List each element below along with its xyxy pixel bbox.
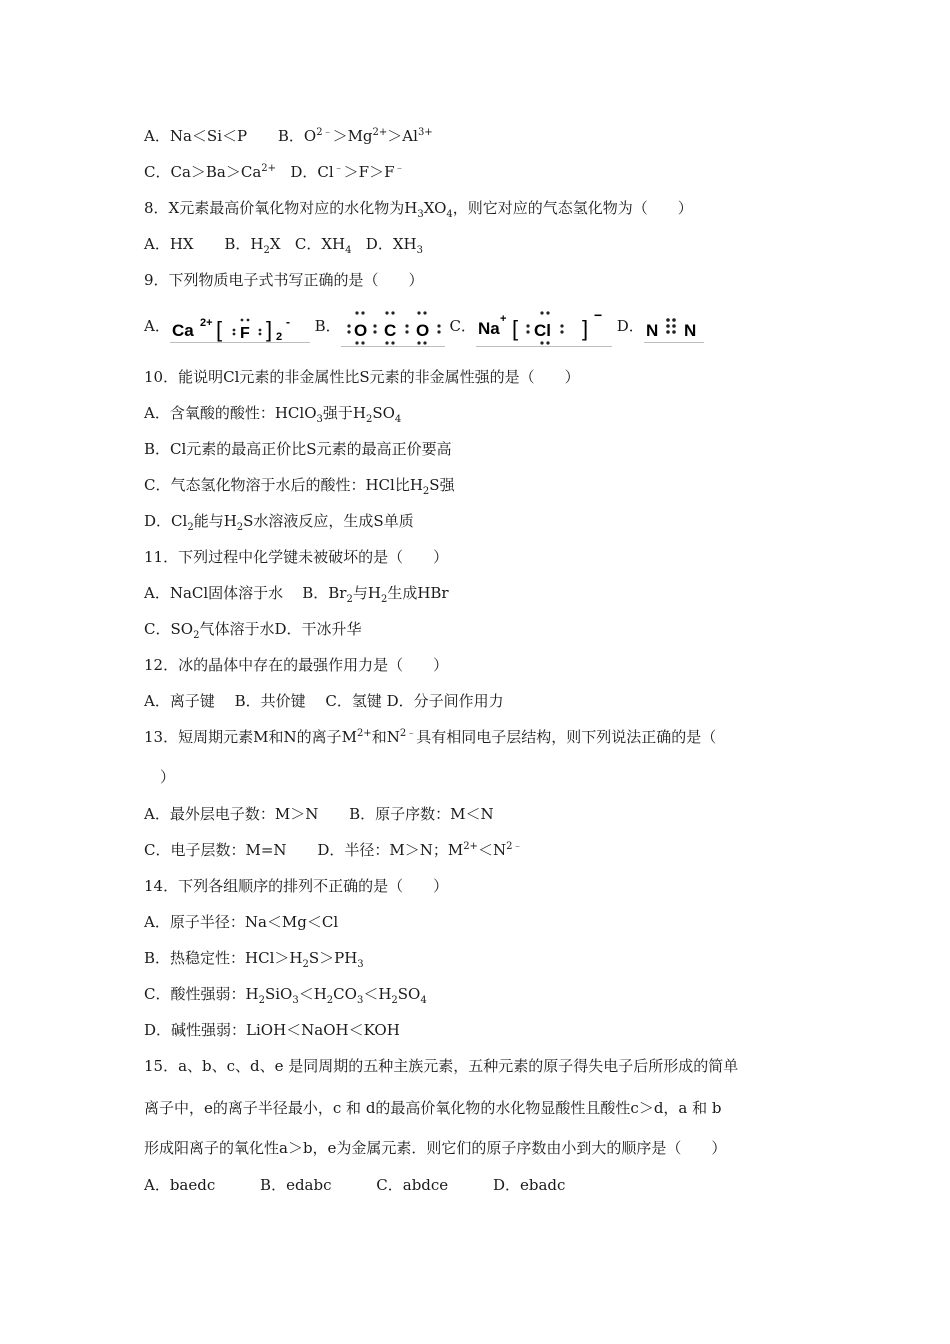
q9c-anion: Cl — [533, 320, 551, 340]
q9-option-b[interactable]: B． O C O — [315, 317, 450, 335]
q9-formula-b — [341, 308, 445, 347]
q12-stem: 12．冰的晶体中存在的最强作用力是（ ） — [144, 656, 449, 674]
q10-stem: 10．能说明Cl元素的非金属性比S元素的非金属性强的是（ ） — [144, 368, 580, 386]
q9a-subscript: 2 — [275, 330, 282, 342]
svg-text:[: [ — [511, 315, 519, 341]
q7-options-row-2 — [144, 162, 405, 182]
q15-stem-line-3: 形成阳离子的氧化性a＞b，e为金属元素．则它们的原子序数由小到大的顺序是（ ） — [144, 1139, 727, 1157]
q11-stem: 11．下列过程中化学键未被破坏的是（ ） — [144, 548, 449, 566]
q7-options-row-1 — [144, 126, 433, 146]
q9-formula-c — [476, 308, 612, 347]
q13-option-b[interactable]: B．原子序数：M＜N — [349, 805, 494, 823]
q11-option-b[interactable]: B．$Br_2$与$H_2$生成HBr — [302, 584, 449, 605]
q9a-anion: F — [239, 324, 250, 342]
q10-option-b[interactable]: B．Cl元素的最高正价比S元素的最高正价要高 — [144, 440, 452, 458]
q9-stem: 9．下列物质电子式书写正确的是（ ） — [144, 271, 424, 289]
q9d-atom-1: N — [645, 320, 659, 340]
q14-option-c[interactable]: C．酸性强弱：$H_2SiO_3<H_2CO_3<H_2SO_4$ — [144, 985, 427, 1006]
q10-option-c[interactable]: C．气态氢化物溶于水后的酸性：HCl比$H_2S$强 — [144, 476, 455, 497]
q9-option-a[interactable]: A． Ca 2+ [ F ] 2 - — [144, 317, 315, 335]
q8-stem: 8．X元素最高价氧化物对应的水化物为$H_3XO_4$，则它对应的气态氢化物为（ ） — [144, 199, 693, 220]
q9-formula-d — [644, 312, 704, 343]
q13-option-c[interactable]: C．电子层数：M=N — [144, 841, 287, 859]
q15-stem-line-1: 15．a、b、c、d、e 是同周期的五种主族元素，五种元素的原子得失电子后所形成的简单 — [144, 1057, 739, 1075]
q7-option-a[interactable]: A．Na＜Si＜P — [144, 127, 248, 145]
q9c-cation: Na — [477, 318, 500, 338]
q15-option-b[interactable]: B．edabc — [260, 1176, 332, 1194]
q7-option-c[interactable]: C．$Ca>Ba>Ca^{2+}$ — [144, 163, 277, 181]
q8-option-b[interactable]: B．$H_2X$ — [224, 235, 281, 256]
q9a-cation: Ca — [171, 320, 194, 340]
q9a-cation-charge: 2+ — [199, 316, 213, 329]
q13-option-a[interactable]: A．最外层电子数：M＞N — [144, 805, 319, 823]
q15-options — [144, 1175, 565, 1195]
q13-options-row-2 — [144, 840, 522, 860]
q9-option-d[interactable]: D． N N — [617, 317, 704, 335]
q13-stem-continued: ） — [160, 768, 176, 786]
q9-option-c[interactable]: C． Na + [ Cl ] − — [449, 317, 616, 335]
q9c-charge: − — [593, 307, 603, 323]
q9-formula-a — [170, 312, 310, 343]
q13-option-d[interactable]: D．半径：M＞N；$M^{2+}<N^{2﹣}$ — [317, 841, 523, 859]
q8-option-c[interactable]: C．$XH_4$ — [294, 235, 352, 256]
q15-option-d[interactable]: D．ebadc — [492, 1176, 566, 1194]
q7-option-d[interactable]: D．Cl﹣＞F＞F﹣ — [290, 163, 405, 181]
q8-options — [144, 234, 423, 254]
q15-option-a[interactable]: A．baedc — [144, 1176, 216, 1194]
q9a-charge: - — [285, 314, 290, 329]
q13-stem: 13．短周期元素M和N的离子$M^{2+}$和$N^{2﹣}$具有相同电子层结构，则下列说法正确的是（ — [144, 728, 717, 746]
svg-text:]: ] — [581, 315, 589, 341]
q14-option-b[interactable]: B．热稳定性：$HCl>H_2S>PH_3$ — [144, 949, 364, 970]
q9b-atom-3: O — [415, 320, 429, 340]
q14-option-a[interactable]: A．原子半径：Na＜Mg＜Cl — [144, 913, 339, 931]
q11-options-row-2[interactable]: C．$SO_2$气体溶于水D．干冰升华 — [144, 620, 362, 641]
q13-options-row-1 — [144, 804, 494, 824]
q9d-atom-2: N — [683, 320, 697, 340]
q9-options — [144, 306, 704, 346]
q9b-atom-1: O — [353, 320, 367, 340]
q12-options[interactable]: A．离子键 B．共价键 C．氢键 D．分子间作用力 — [144, 692, 504, 710]
q8-option-d[interactable]: D．$XH_3$ — [365, 235, 423, 256]
q9b-atom-2: C — [383, 320, 396, 340]
q14-stem: 14．下列各组顺序的排列不正确的是（ ） — [144, 877, 449, 895]
q15-option-c[interactable]: C．abdce — [376, 1176, 449, 1194]
q9c-cation-charge: + — [499, 312, 507, 325]
q7-option-b[interactable]: B．$O^{2﹣}>Mg^{2+}>Al^{3+}$ — [277, 127, 433, 145]
q10-option-a[interactable]: A．含氧酸的酸性：HClO$_3$强于$H_2SO_4$ — [144, 404, 402, 425]
q10-option-d[interactable]: D．$Cl_2$能与$H_2S$水溶液反应，生成S单质 — [144, 512, 414, 533]
q11-option-a[interactable]: A．NaCl固体溶于水 — [144, 584, 284, 602]
svg-text:[: [ — [215, 316, 222, 342]
q8-option-a[interactable]: A．HX — [144, 235, 194, 253]
svg-text:]: ] — [265, 316, 272, 342]
q11-options-row-1 — [144, 583, 449, 603]
q14-option-d[interactable]: D．碱性强弱：LiOH＜NaOH＜KOH — [144, 1021, 400, 1039]
q15-stem-line-2: 离子中，e的离子半径最小，c 和 d的最高价氧化物的水化物显酸性且酸性c＞d，a 和 b — [144, 1099, 722, 1117]
